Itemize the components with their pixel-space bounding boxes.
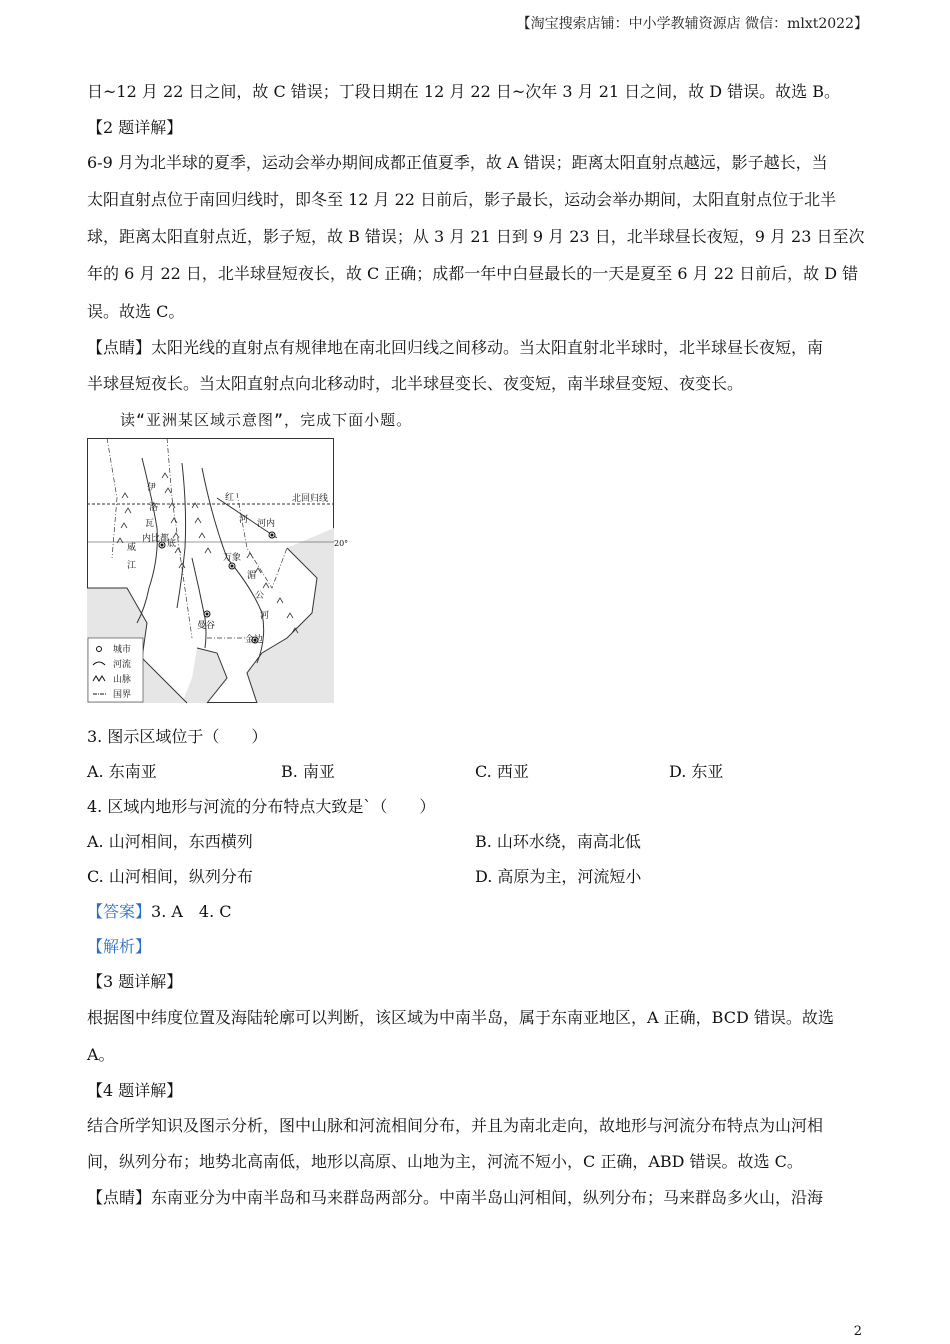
svg-text:红: 红 <box>225 493 235 503</box>
q4-option-c: C. 山河相间，纵列分布 <box>87 867 253 886</box>
q3-option-a: A. 东南亚 <box>87 762 157 781</box>
text-line: 半球昼短夜长。当太阳直射点向北移动时，北半球昼变长、夜变短，南半球昼变短、夜变长。 <box>87 374 744 393</box>
text-line: 年的 6 月 22 日，北半球昼短夜长，故 C 正确；成都一年中白昼最长的一天是夏至 6 月 22 日前后，故 D 错 <box>87 264 859 283</box>
svg-text:伊: 伊 <box>147 483 157 493</box>
question-3-stem: 3. 图示区域位于（ ） <box>87 727 268 746</box>
section-heading: 【3 题详解】 <box>87 972 183 991</box>
svg-text:河: 河 <box>260 611 270 621</box>
legend-border: 国界 <box>113 690 132 700</box>
text-line: 【点睛】太阳光线的直射点有规律地在南北回归线之间移动。当太阳直射北半球时，北半球昼长夜短，南 <box>87 338 824 357</box>
q4-option-b: B. 山环水绕，南高北低 <box>475 832 641 851</box>
page-number: 2 <box>853 1324 862 1339</box>
page-header: 【淘宝搜索店铺：中小学教辅资源店 微信：mlxt2022】 <box>516 16 868 32</box>
text-line: 【点睛】东南亚分为中南半岛和马来群岛两部分。中南半岛山河相间，纵列分布；马来群岛多火山，沿海 <box>87 1188 824 1207</box>
map-caption: 读“亚洲某区域示意图”，完成下面小题。 <box>120 411 413 429</box>
city-label-hanoi: 河内 <box>257 519 276 529</box>
svg-text:河: 河 <box>239 515 249 525</box>
svg-text:瓦: 瓦 <box>145 519 155 529</box>
answer-line <box>87 902 232 922</box>
text-line: 结合所学知识及图示分析，图中山脉和河流相间分布，并且为南北走向，故地形与河流分布特点为山河相 <box>87 1116 824 1135</box>
legend-city: 城市 <box>113 645 132 655</box>
svg-text:湄: 湄 <box>247 571 257 581</box>
section-heading: 【4 题详解】 <box>87 1081 183 1100</box>
city-label-vientiane: 万象 <box>223 553 242 563</box>
tropic-label: 北回归线 <box>292 494 329 504</box>
text-line: 球，距离太阳直射点近，影子短，故 B 错误；从 3 月 21 日到 9 月 23 日，北半球昼长夜短，9 月 23 日至次 <box>87 227 865 246</box>
legend-mountain: 山脉 <box>113 675 132 685</box>
text-line: 太阳直射点位于南回归线时，即冬至 12 月 22 日前后，影子最长，运动会举办期间，太阳直射点位于北半 <box>87 190 837 209</box>
svg-text:威: 威 <box>127 543 137 553</box>
svg-text:洛: 洛 <box>149 503 159 513</box>
text-line: A。 <box>87 1045 115 1064</box>
q4-option-d: D. 高原为主，河流短小 <box>475 867 642 886</box>
section-heading: 【2 题详解】 <box>87 118 183 137</box>
text-line: 间，纵列分布；地势北高南低，地形以高原、山地为主，河流不短小，C 正确，ABD 错误。故选 C。 <box>87 1152 803 1171</box>
q4-option-a: A. 山河相间，东西横列 <box>87 832 253 851</box>
answer-text: 3. A 4. C <box>151 902 232 921</box>
text-line: 6-9 月为北半球的夏季，运动会举办期间成都正值夏季，故 A 错误；距离太阳直射点越远，影子越长，当 <box>87 153 828 172</box>
text-line: 误。故选 C。 <box>87 302 185 321</box>
svg-text:公: 公 <box>255 591 265 601</box>
city-label-bangkok: 曼谷 <box>197 621 216 631</box>
text-line: 日~12 月 22 日之间，故 C 错误；丁段日期在 12 月 22 日~次年 3 月 21 日之间，故 D 错误。故选 B。 <box>87 82 840 101</box>
city-label-phnompenh: 金边 <box>245 635 264 645</box>
latitude-label: 20° <box>334 539 349 548</box>
q3-option-b: B. 南亚 <box>281 762 335 781</box>
legend-river: 河流 <box>113 660 132 670</box>
text-line: 根据图中纬度位置及海陆轮廓可以判断，该区域为中南半岛，属于东南亚地区，A 正确，BCD 错误。故选 <box>87 1008 834 1027</box>
question-4-stem: 4. 区域内地形与河流的分布特点大致是`（ ） <box>87 797 436 816</box>
answer-label: 【答案】 <box>87 902 152 921</box>
map-legend <box>88 638 143 702</box>
asia-region-map <box>87 438 349 703</box>
svg-text:底: 底 <box>167 539 177 549</box>
analysis-label: 【解析】 <box>87 937 152 956</box>
city-label-naypyidaw: 内比都 <box>142 534 170 544</box>
q3-option-d: D. 东亚 <box>669 762 724 781</box>
svg-text:江: 江 <box>127 561 137 571</box>
q3-option-c: C. 西亚 <box>475 762 529 781</box>
